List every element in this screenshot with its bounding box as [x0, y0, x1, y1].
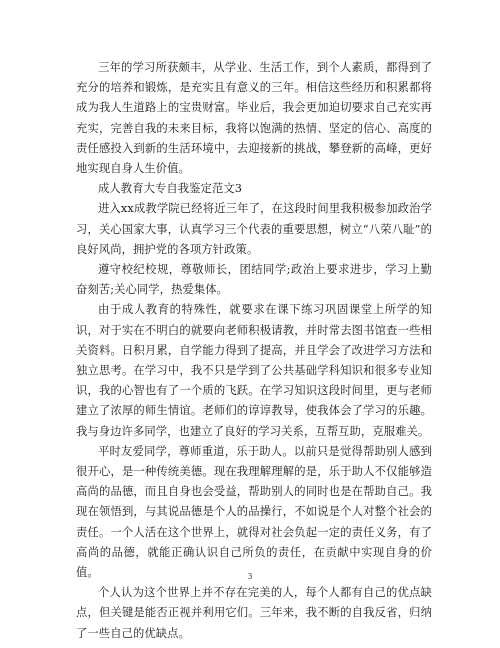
- paragraph-5: 平时友爱同学，尊师重道，乐于助人。以前只是觉得帮助别人感到很开心，是一种传统美德。现在我理解理解的是，乐于助人不仅能够造高尚的品德，而且自身也会受益，帮助别人的同时也是在帮助自己。我现在领悟到，与其说品德是个人的品操行，不如说是个人对整个社会的责任。一个人活在这个世界上，就得对社会负起一定的责任义务，有了高尚的品德，就能正确认识自己所负的责任，在贡献中实现自身的价值。: [76, 444, 432, 580]
- paragraph-6: 个人认为这个世界上并不存在完美的人，每个人都有自己的优点缺点，但关键是能否正视并利用它们。三年来，我不断的自我反省，归纳了一些自己的优缺点。: [76, 586, 432, 640]
- document-body: [76, 58, 432, 644]
- section-heading: 成人教育大专自我鉴定范文3: [98, 182, 243, 196]
- paragraph-4: 由于成人教育的特殊性，就要求在课下练习巩固课堂上所学的知识，对于实在不明白的就要向老师积极请教，并时常去图书馆查一些相关资料。日积月累，自学能力得到了提高，并且学会了改进学习方法和独立思考。在学习中，我不只是学到了公共基础学科知识和很多专业知识，我的心智也有了一个质的飞跃。在学习知识这段时间里，更与老师建立了浓厚的师生情谊。老师们的谆谆教导，使我体会了学习的乐趣。我与身边许多同学，也建立了良好的学习关系，互帮互助，克服难关。: [76, 303, 432, 438]
- paragraph-1: 三年的学习所获颇丰，从学业、生活工作，到个人素质，都得到了充分的培养和锻炼，是充实且有意义的三年。相信这些经历和积累都将成为我人生道路上的宝贵财富。毕业后，我会更加迫切要求自己充实再充实，完善自我的未来目标，我将以饱满的热情、坚定的信心、高度的责任感投入到新的生活环境中，去迎接新的挑战，攀登新的高峰，更好地实现自身人生价值。: [76, 61, 432, 176]
- paragraph-3: 遵守校纪校规，尊敬师长，团结同学;政治上要求进步，学习上勤奋刻苦;关心同学，热爱集体。: [76, 263, 432, 297]
- paragraph-2: 进入xx成教学院已经将近三年了，在这段时间里我积极参加政治学习，关心国家大事，认真学习三个代表的重要思想，树立“八荣八耻”的良好风尚，拥护党的各项方针政策。: [76, 202, 432, 256]
- page-number: 3: [247, 572, 253, 581]
